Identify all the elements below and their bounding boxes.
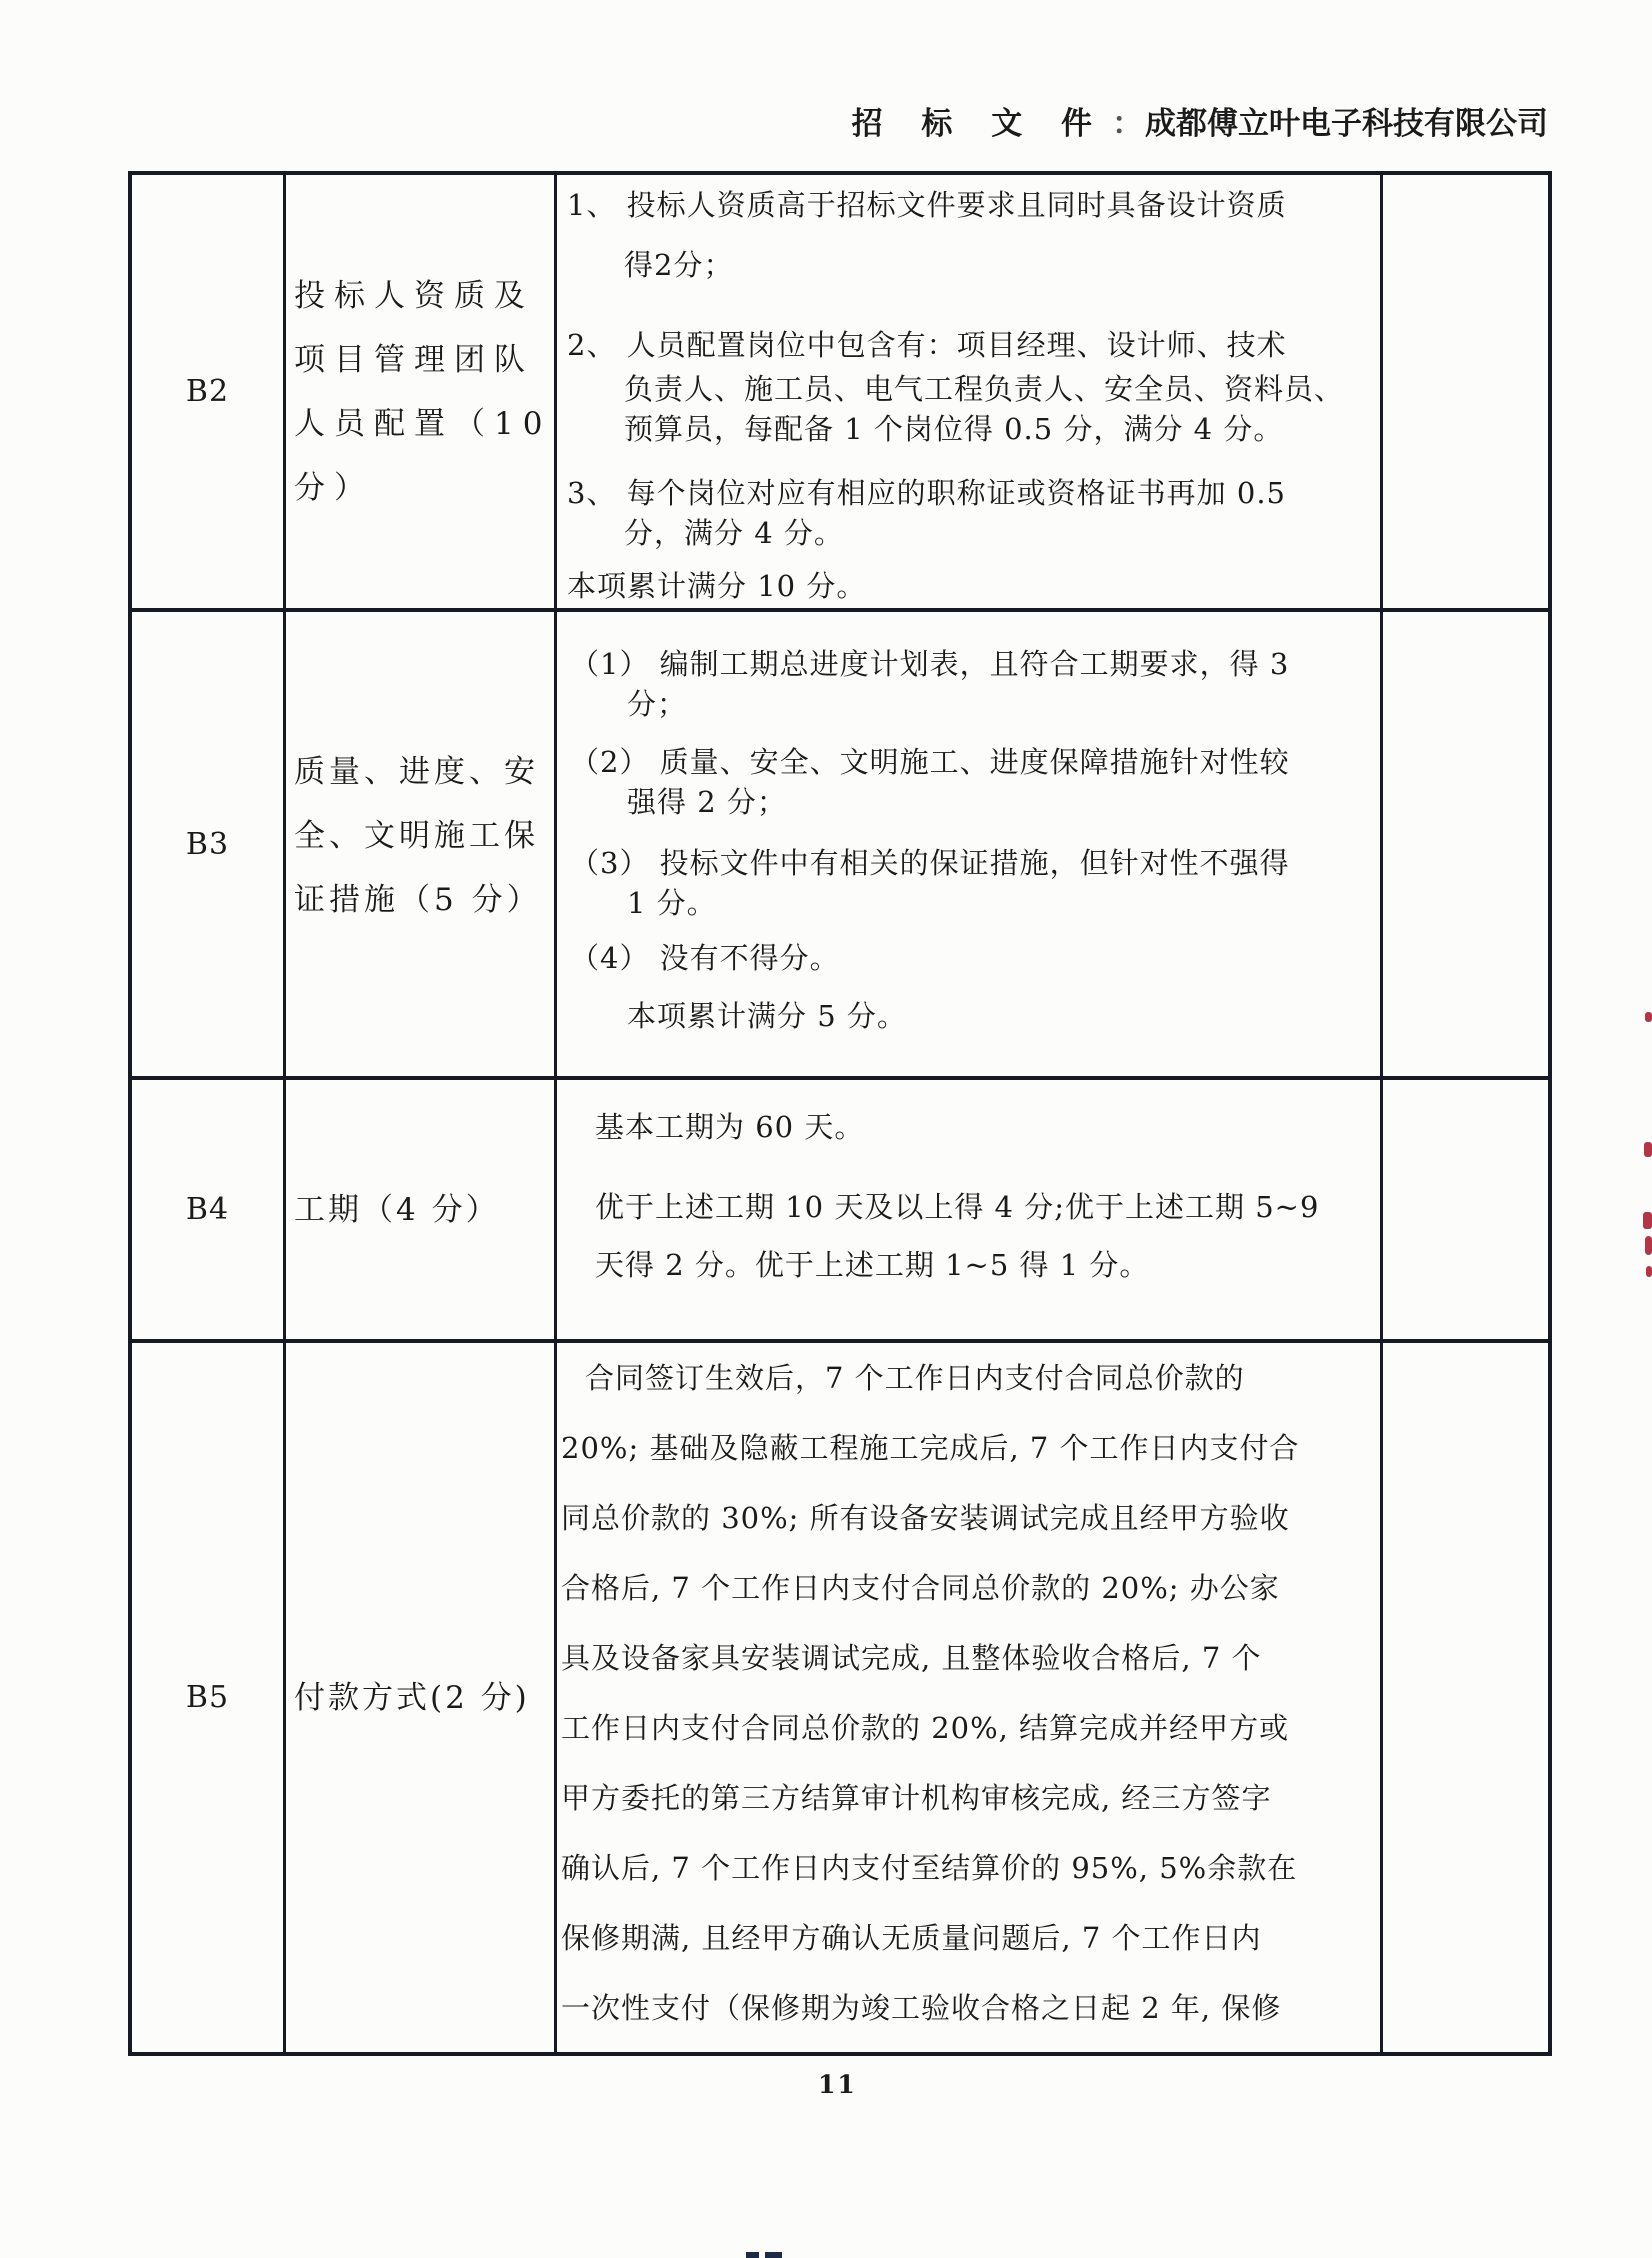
criteria-line: 20%; 基础及隐蔽工程施工完成后, 7 个工作日内支付合: [561, 1431, 1300, 1465]
criteria-line: 得2分；: [624, 248, 734, 282]
cell-category-b5: [286, 1343, 557, 2052]
criteria-line: （3） 投标文件中有相关的保证措施，但针对性不强得: [570, 846, 1290, 880]
criteria-line: 分，满分 4 分。: [624, 516, 844, 550]
cell-score-b4: [1383, 1080, 1548, 1343]
red-ink-mark: [1645, 1012, 1652, 1022]
criteria-line: 工作日内支付合同总价款的 20%, 结算完成并经甲方或: [561, 1711, 1290, 1745]
category-line: 项目管理团队: [294, 341, 534, 378]
category-line: 人员配置（10: [294, 405, 552, 442]
red-ink-mark: [1645, 1236, 1652, 1255]
blue-ink-mark: [746, 2252, 759, 2258]
category-line: 质量、进度、安: [294, 754, 539, 790]
category-line: 全、文明施工保: [294, 818, 539, 854]
page-number: 11: [818, 2070, 857, 2099]
cell-code-b2: B2: [132, 175, 286, 612]
category-line: 投标人资质及: [294, 277, 534, 314]
cell-score-b5: [1383, 1343, 1548, 2052]
criteria-line: 合同签订生效后，7 个工作日内支付合同总价款的: [585, 1361, 1245, 1395]
cell-code-b4: B4: [132, 1080, 286, 1343]
criteria-line: 甲方委托的第三方结算审计机构审核完成, 经三方签字: [561, 1781, 1272, 1815]
criteria-line: 本项累计满分 10 分。: [567, 569, 867, 603]
cell-score-b3: [1383, 612, 1548, 1080]
criteria-line: （1） 编制工期总进度计划表，且符合工期要求，得 3: [570, 647, 1290, 681]
cell-criteria-b4: [557, 1080, 1383, 1343]
doc-type-label: 招 标 文 件: [851, 106, 1106, 142]
criteria-line: 3、 每个岗位对应有相应的职称证或资格证书再加 0.5: [567, 476, 1287, 510]
criteria-line: 2、 人员配置岗位中包含有：项目经理、设计师、技术: [567, 328, 1287, 362]
criteria-line: 确认后, 7 个工作日内支付至结算价的 95%, 5%余款在: [561, 1851, 1298, 1885]
cell-criteria-b3: [557, 612, 1383, 1080]
cell-category-b4: [286, 1080, 557, 1343]
criteria-line: （4） 没有不得分。: [570, 941, 840, 975]
criteria-line: 本项累计满分 5 分。: [627, 999, 907, 1033]
page-header: [852, 98, 1548, 143]
header-separator: ：: [1112, 106, 1143, 142]
criteria-line: 预算员，每配备 1 个岗位得 0.5 分，满分 4 分。: [624, 412, 1284, 446]
criteria-line: 强得 2 分；: [627, 785, 787, 819]
criteria-line: 具及设备家具安装调试完成, 且整体验收合格后, 7 个: [561, 1641, 1262, 1675]
criteria-line: 天得 2 分。优于上述工期 1~5 得 1 分。: [595, 1248, 1150, 1282]
criteria-line: （2） 质量、安全、文明施工、进度保障措施针对性较: [570, 745, 1290, 779]
category-line: 分）: [294, 469, 374, 506]
company-name: 成都傅立叶电子科技有限公司: [1145, 106, 1548, 142]
criteria-line: 分；: [627, 687, 688, 721]
cell-category-b2: [286, 175, 557, 612]
blue-ink-mark: [765, 2252, 782, 2258]
cell-category-b3: [286, 612, 557, 1080]
criteria-line: 1 分。: [627, 886, 717, 920]
category-line: 付款方式(2 分): [294, 1679, 530, 1716]
criteria-line: 基本工期为 60 天。: [595, 1110, 865, 1144]
evaluation-criteria-table: [128, 171, 1552, 2056]
criteria-line: 负责人、施工员、电气工程负责人、安全员、资料员、: [624, 372, 1345, 406]
cell-criteria-b5: [557, 1343, 1383, 2052]
category-line: 证措施（5 分）: [294, 882, 542, 918]
criteria-line: 保修期满, 且经甲方确认无质量问题后, 7 个工作日内: [561, 1921, 1262, 1955]
red-ink-mark: [1646, 1266, 1652, 1277]
cell-criteria-b2: [557, 175, 1383, 612]
criteria-line: 一次性支付（保修期为竣工验收合格之日起 2 年, 保修: [561, 1991, 1282, 2025]
criteria-line: 同总价款的 30%; 所有设备安装调试完成且经甲方验收: [561, 1501, 1290, 1535]
criteria-line: 合格后, 7 个工作日内支付合同总价款的 20%; 办公家: [561, 1571, 1280, 1605]
cell-code-b3: B3: [132, 612, 286, 1080]
criteria-line: 1、 投标人资质高于招标文件要求且同时具备设计资质: [567, 188, 1287, 222]
criteria-line: 优于上述工期 10 天及以上得 4 分;优于上述工期 5~9: [595, 1190, 1320, 1224]
red-ink-mark: [1643, 1212, 1652, 1229]
category-line: 工期（4 分）: [294, 1191, 500, 1228]
cell-code-b5: B5: [132, 1343, 286, 2052]
red-ink-mark: [1644, 1142, 1652, 1157]
cell-score-b2: [1383, 175, 1548, 612]
